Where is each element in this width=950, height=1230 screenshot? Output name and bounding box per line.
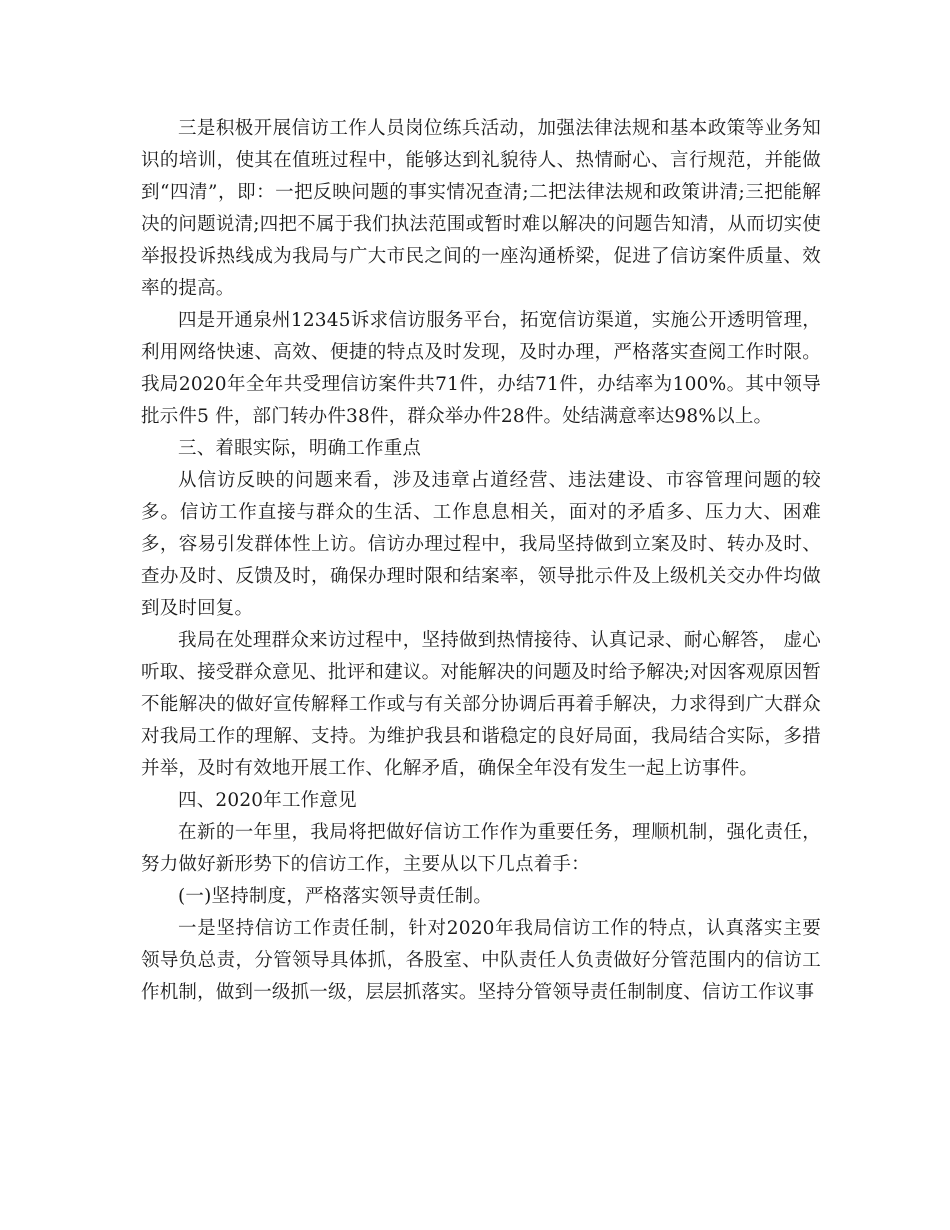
paragraph-responsibility: 一是坚持信访工作责任制，针对2020年我局信访工作的特点，认真落实主要领导负总责，分管领导具体抓，各股室、中队责任人负责做好分管范围内的信访工作机制，做到一级抓一级，层层抓落实。坚持分管领导责任制制度、信访工作议事 (141, 918, 821, 1003)
paragraph-platform: 四是开通泉州12345诉求信访服务平台，拓宽信访渠道，实施公开透明管理，利用网络快速、高效、便捷的特点及时发现，及时办理，严格落实查阅工作时限。我局2020年全年共受理信访案件共71件，办结71件，办结率为100%。其中领导批示件5 件，部门转办件38件，群众举办件28件。处结满意率达98%以上。 (141, 310, 821, 427)
document-body (141, 113, 821, 1009)
paragraph-issues: 从信访反映的问题来看，涉及违章占道经营、违法建设、市容管理问题的较多。信访工作直接与群众的生活、工作息息相关，面对的矛盾多、压力大、困难多，容易引发群体性上访。信访办理过程中，我局坚持做到立案及时、转办及时、查办及时、反馈及时，确保办理时限和结案率，领导批示件及上级机关交办件均做到及时回复。 (141, 470, 821, 619)
section-heading-2020-plan: 四、2020年工作意见 (178, 790, 357, 811)
paragraph-new-year: 在新的一年里，我局将把做好信访工作作为重要任务，理顺机制，强化责任，努力做好新形势下的信访工作，主要从以下几点着手： (141, 822, 821, 875)
section-heading-focus: 三、着眼实际，明确工作重点 (178, 438, 422, 459)
paragraph-handling: 我局在处理群众来访过程中，坚持做到热情接待、认真记录、耐心解答， 虚心听取、接受群众意见、批评和建议。对能解决的问题及时给予解决;对因客观原因暂不能解决的做好宣传解释工作或与有关部分协调后再着手解决，力求得到广大群众对我局工作的理解、支持。为维护我县和谐稳定的良好局面，我局结合实际，多措并举，及时有效地开展工作、化解矛盾，确保全年没有发生一起上访事件。 (141, 630, 821, 779)
paragraph-training: 三是积极开展信访工作人员岗位练兵活动，加强法律法规和基本政策等业务知识的培训，使其在值班过程中，能够达到礼貌待人、热情耐心、言行规范，并能做到“四清”，即：一把反映问题的事实情况查清;二把法律法规和政策讲清;三把能解决的问题说清;四把不属于我们执法范围或暂时难以解决的问题告知清，从而切实使举报投诉热线成为我局与广大市民之间的一座沟通桥梁，促进了信访案件质量、效率的提高。 (141, 118, 821, 299)
subsection-heading-system: (一)坚持制度，严格落实领导责任制。 (178, 886, 493, 907)
